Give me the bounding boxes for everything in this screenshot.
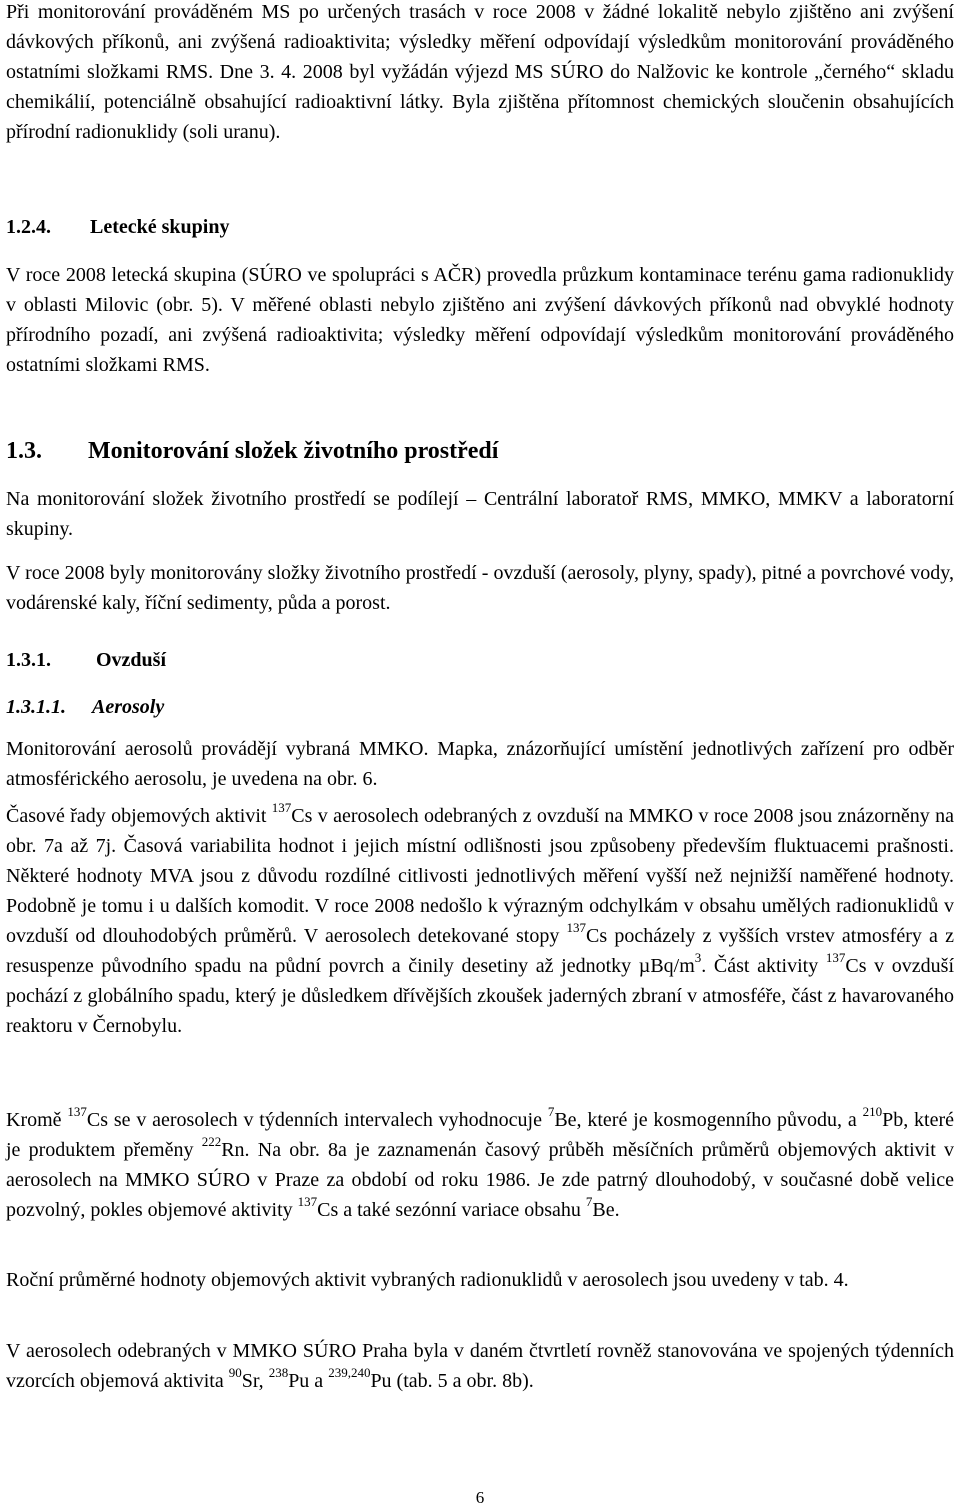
paragraph-other-radionuclides [6, 1105, 954, 1225]
text-run: Rn. Na obr. 8a je zaznamenán časový průběh měsíčních průměrů objemových aktivit v aerosolech na MMKO SÚRO v Praze za období od roku 1986. Je zde patrný dlouhodobý, v současné době velice pozvolný, pokles objemové aktivity [6, 1139, 954, 1221]
paragraph-intro: Při monitorování prováděném MS po určených trasách v roce 2008 v žádné lokalitě nebylo zjištěno ani zvýšení dávkových příkonů, ani zvýšená radioaktivita; výsledky měření odpovídají výsledkům monitorování prováděného ostatními složkami RMS. Dne 3. 4. 2008 byl vyžádán výjezd MS SÚRO do Nalžovic ke kontrole „černého“ skladu chemikálií, potenciálně obsahující radioaktivní látky. Byla zjištěna přítomnost chemických sloučenin obsahujících přírodní radionuklidy (soli uranu). [6, 1, 954, 143]
text-run: Cs v ovzduší pochází z globálního spadu, který je důsledkem dřívějších zkoušek jaderných zbraní v atmosféře, část z havarovaného reaktoru v Černobylu. [6, 955, 954, 1037]
section-heading-124 [6, 212, 229, 242]
text-run: Cs v aerosolech odebraných z ovzduší na MMKO v roce 2008 jsou znázorněny na obr. 7a až 7j. Časová variabilita hodnot i jejich místní odlišnosti jsou způsobeny především fluktuacemi prašnosti. Některé hodnoty MVA jsou z důvodu rozdílné citlivosti jednotlivých měření vyšší než nejnižší naměřené hodnoty. Podobně je tomu i u dalších komodit. V roce 2008 nedošlo k výrazným odchylkám v obsahu umělých radionuklidů v ovzduší od dlouhodobých průměrů. V aerosolech detekované stopy [6, 805, 954, 947]
text-run: Časové řady objemových aktivit [6, 805, 272, 827]
text-run: Pb, které je produktem přeměny [6, 1109, 955, 1161]
section-number: 1.3. [6, 438, 42, 464]
superscript: 7 [547, 1104, 555, 1120]
paragraph-monitored-components: V roce 2008 byly monitorovány složky životního prostředí - ovzduší (aerosoly, plyny, spady), pitné a povrchové vody, vodárenské kaly, říční sedimenty, půda a porost. [6, 562, 954, 614]
text-run: Cs a také sezónní variace obsahu [317, 1199, 586, 1221]
paragraph-monitoring-participants: Na monitorování složek životního prostředí se podílejí – Centrální laboratoř RMS, MMKO, MMKV a laboratorní skupiny. [6, 488, 954, 540]
superscript: 210 [862, 1104, 883, 1120]
superscript: 137 [271, 800, 292, 816]
superscript: 90 [228, 1365, 242, 1381]
text-run: Be, které je kosmogenního původu, a [554, 1109, 863, 1131]
section-title: Aerosoly [92, 696, 165, 718]
superscript: 238 [268, 1365, 289, 1381]
superscript: 137 [67, 1104, 87, 1120]
paragraph-annual-averages: Roční průměrné hodnoty objemových aktivit vybraných radionuklidů v aerosolech jsou uvedeny v tab. 4. [6, 1269, 849, 1291]
section-heading-131 [6, 645, 166, 675]
superscript: 137 [297, 1194, 318, 1210]
text-run: Kromě [6, 1109, 68, 1131]
text-run: . Část aktivity [701, 955, 826, 977]
section-heading-1311 [6, 692, 164, 722]
section-number: 1.3.1.1. [6, 696, 66, 718]
page-number: 6 [475, 1488, 485, 1507]
paragraph-cs137-time-series [6, 801, 954, 1041]
superscript: 222 [201, 1134, 222, 1150]
section-number: 1.3.1. [6, 649, 51, 671]
paragraph-sr-pu-activity [6, 1336, 954, 1396]
section-title: Letecké skupiny [90, 216, 230, 238]
text-run: Be. [592, 1199, 620, 1221]
superscript: 239,240 [328, 1365, 371, 1381]
text-run: Cs se v aerosolech v týdenních intervalech vyhodnocuje [86, 1109, 548, 1131]
superscript: 7 [585, 1194, 593, 1210]
paragraph-aerosol-monitoring: Monitorování aerosolů provádějí vybraná MMKO. Mapka, znázorňující umístění jednotlivých zařízení pro odběr atmosférického aerosolu, je uvedena na obr. 6. [6, 738, 954, 790]
section-title: Monitorování složek životního prostředí [88, 438, 499, 464]
text-run: V aerosolech odebraných v MMKO SÚRO Praha byla v daném čtvrtletí rovněž stanovována ve spojených týdenních vzorcích objemová aktivita [6, 1340, 954, 1392]
text-run: Sr, [241, 1370, 269, 1392]
text-run: Cs pocházely z vyšších vrstev atmosféry a z resuspenze původního spadu na půdní povrch a činily desetiny až jednotky µBq/m [6, 925, 954, 977]
section-number: 1.2.4. [6, 216, 51, 238]
text-run: Pu a [288, 1370, 329, 1392]
superscript: 3 [694, 950, 702, 966]
paragraph-letecke-skupiny: V roce 2008 letecká skupina (SÚRO ve spolupráci s AČR) provedla průzkum kontaminace terénu gama radionuklidy v oblasti Milovic (obr. 5). V měřené oblasti nebylo zjištěno ani zvýšení dávkových příkonů nad obvyklé hodnoty přírodního pozadí, ani zvýšená radioaktivita; výsledky měření odpovídají výsledkům monitorování prováděného ostatními složkami RMS. [6, 264, 954, 376]
section-title: Ovzduší [96, 649, 167, 671]
section-heading-13 [6, 434, 498, 468]
superscript: 137 [566, 920, 587, 936]
superscript: 137 [825, 950, 846, 966]
text-run: Pu (tab. 5 a obr. 8b). [370, 1370, 534, 1392]
